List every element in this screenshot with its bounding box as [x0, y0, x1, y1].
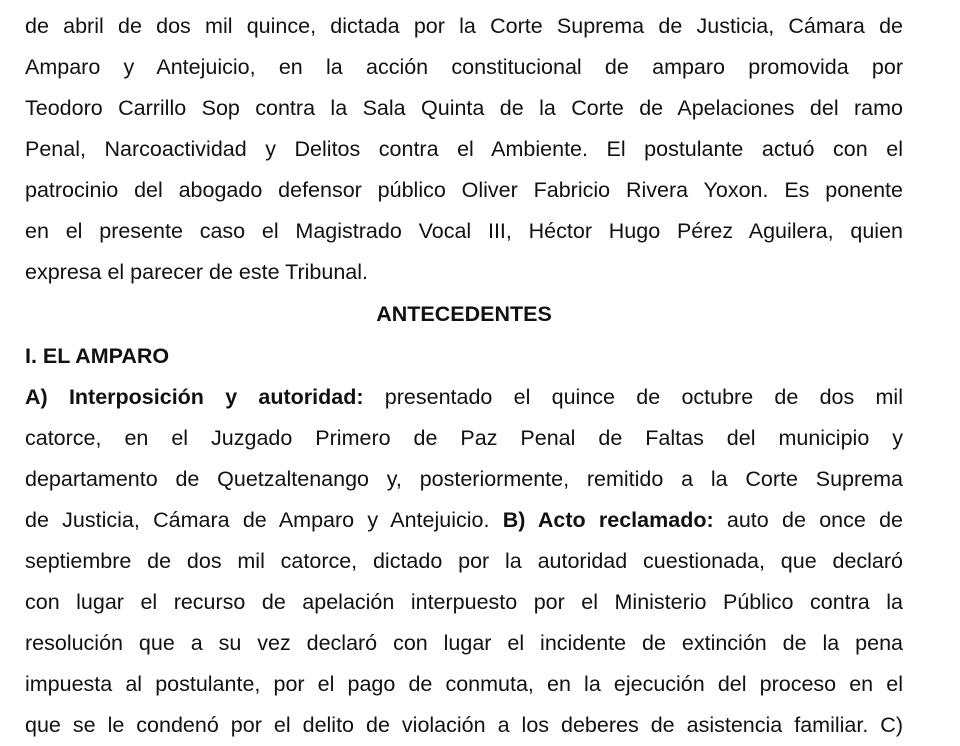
body-text-span: de Justicia, Cámara de Amparo y Antejuicio. [25, 508, 503, 532]
paragraph-a-text: presentado el quince de octubre de dos mil [363, 385, 903, 409]
section-heading: ANTECEDENTES [376, 302, 552, 326]
body-text-line: resolución que a su vez declaró con lugar el incidente de extinción de la pena [25, 631, 903, 655]
document-page [25, 0, 903, 737]
body-text-line: catorce, en el Juzgado Primero de Paz Penal de Faltas del municipio y [25, 426, 903, 450]
body-text-line: de abril de dos mil quince, dictada por la Corte Suprema de Justicia, Cámara de [25, 14, 903, 38]
paragraph-a-label: A) Interposición y autoridad: [25, 385, 364, 409]
body-text-line: Teodoro Carrillo Sop contra la Sala Quinta de la Corte de Apelaciones del ramo [25, 96, 903, 120]
subsection-heading: I. EL AMPARO [25, 344, 170, 368]
body-text-line: Amparo y Antejuicio, en la acción constitucional de amparo promovida por [25, 55, 903, 79]
body-text-line: expresa el parecer de este Tribunal. [25, 260, 369, 284]
body-text-line: impuesta al postulante, por el pago de conmuta, en la ejecución del proceso en el [25, 672, 903, 696]
body-text-line: patrocinio del abogado defensor público Oliver Fabricio Rivera Yoxon. Es ponente [25, 178, 903, 202]
paragraph-a-line-1 [25, 377, 903, 418]
paragraph-b-line [25, 500, 903, 541]
body-text-line: departamento de Quetzaltenango y, posteriormente, remitido a la Corte Suprema [25, 467, 903, 491]
body-text-line-cut-off: que se le condenó por el delito de violación a los deberes de asistencia familiar. C) [25, 713, 903, 737]
body-text-line: Penal, Narcoactividad y Delitos contra el Ambiente. El postulante actuó con el [25, 137, 903, 161]
paragraph-b-text: auto de once de [713, 508, 903, 532]
paragraph-b-label: B) Acto reclamado: [502, 508, 714, 532]
body-text-line: septiembre de dos mil catorce, dictado por la autoridad cuestionada, que declaró [25, 549, 903, 573]
body-text-line: con lugar el recurso de apelación interpuesto por el Ministerio Público contra la [25, 590, 903, 614]
body-text-line: en el presente caso el Magistrado Vocal III, Héctor Hugo Pérez Aguilera, quien [25, 219, 903, 243]
